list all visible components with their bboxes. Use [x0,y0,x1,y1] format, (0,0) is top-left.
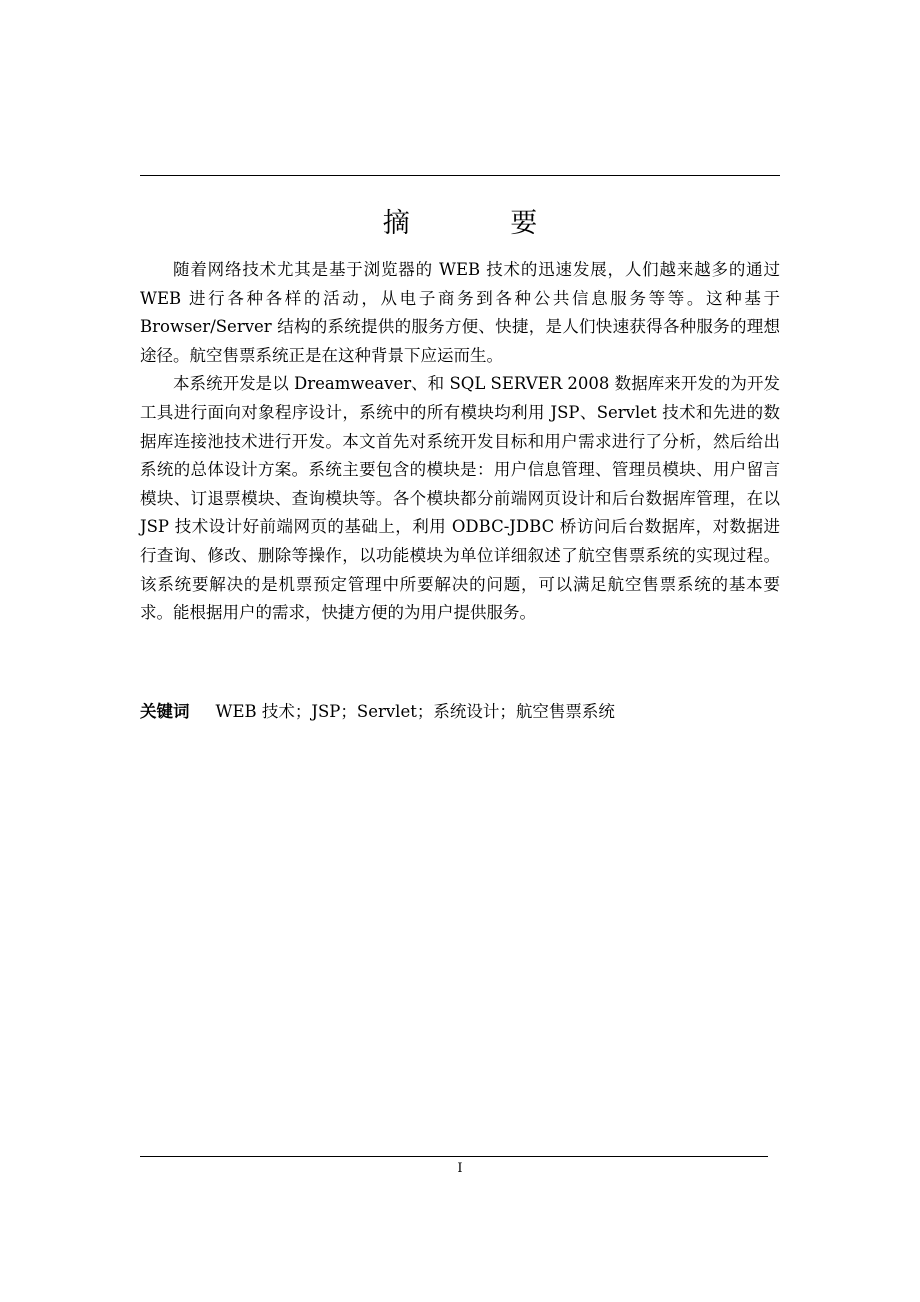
abstract-title: 摘 要 [382,208,584,239]
header-rule [140,175,780,176]
abstract-body [140,256,780,628]
footer-rule [140,1156,768,1157]
keywords-label: 关键词 [140,702,190,721]
page-number: I [457,1161,463,1176]
abstract-paragraph-2: 本系统开发是以 Dreamweaver、和 SQL SERVER 2008 数据库来开发的为开发工具进行面向对象程序设计，系统中的所有模块均利用 JSP、Servlet 技术和先进的数据库连接池技术进行开发。本文首先对系统开发目标和用户需求进行了分析，然后给出系统的总体设计方案。系统主要包含的模块是：用户信息管理、管理员模块、用户留言模块、订退票模块、查询模块等。各个模块都分前端网页设计和后台数据库管理，在以 JSP 技术设计好前端网页的基础上，利用 ODBC-JDBC 桥访问后台数据库，对数据进行查询、修改、删除等操作，以功能模块为单位详细叙述了航空售票系统的实现过程。该系统要解决的是机票预定管理中所要解决的问题，可以满足航空售票系统的基本要求。能根据用户的需求，快捷方便的为用户提供服务。 [140,374,780,623]
keywords-line [140,698,780,726]
keywords-text: WEB 技术；JSP；Servlet；系统设计；航空售票系统 [215,702,615,721]
abstract-paragraph-1: 随着网络技术尤其是基于浏览器的 WEB 技术的迅速发展，人们越来越多的通过 WEB 进行各种各样的活动，从电子商务到各种公共信息服务等等。这种基于 Browser/Server 结构的系统提供的服务方便、快捷，是人们快速获得各种服务的理想途径。航空售票系统正是在这种背景下应运而生。 [140,260,780,365]
